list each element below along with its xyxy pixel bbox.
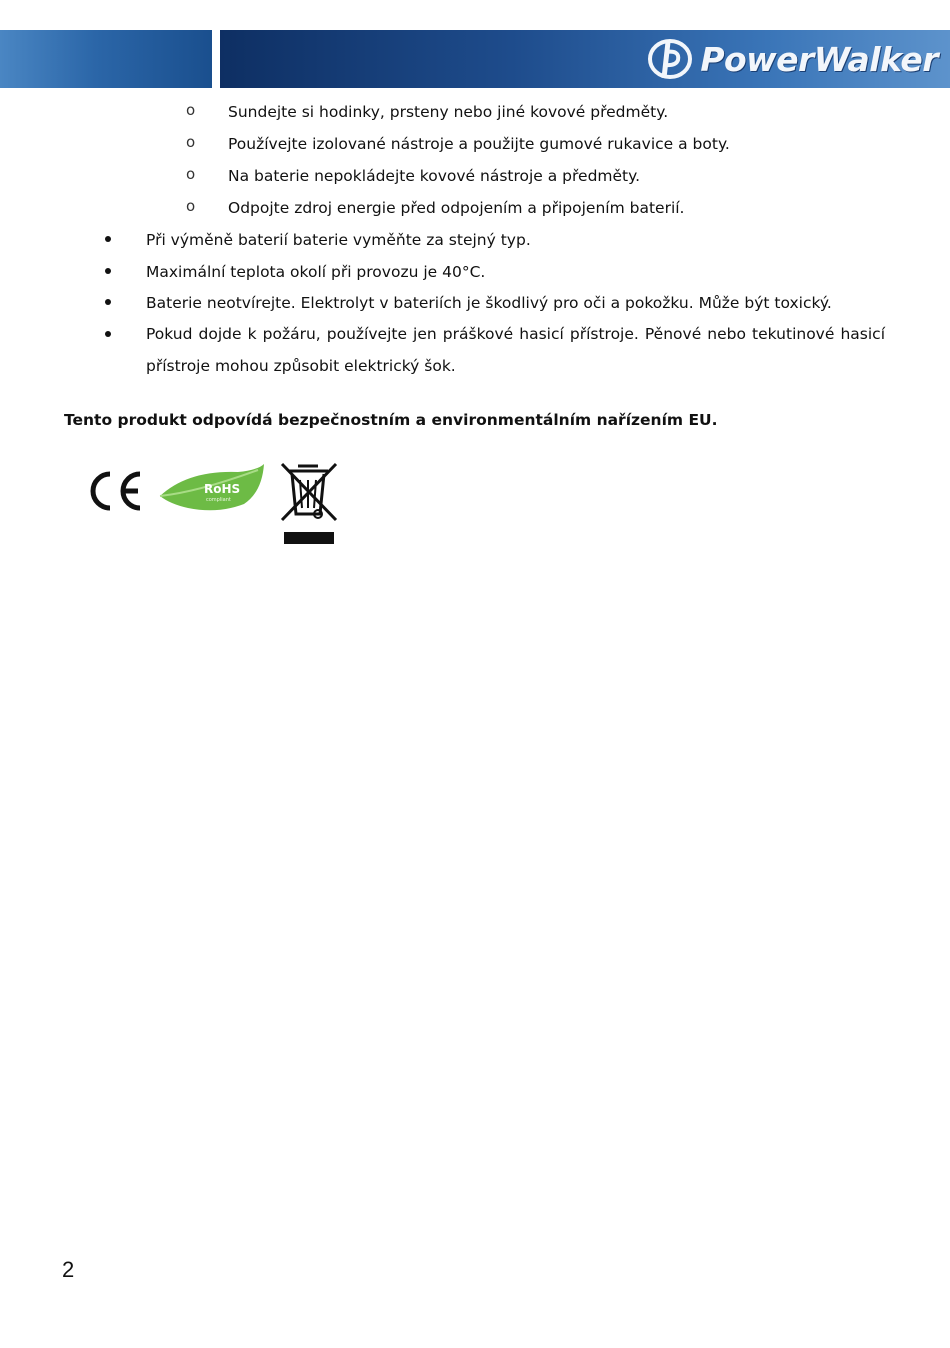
sub-list-item: Sundejte si hodinky, prsteny nebo jiné kovové předměty. [228, 103, 669, 121]
bullet-dot [105, 331, 111, 337]
list-item: Baterie neotvírejte. Elektrolyt v bateriích je škodlivý pro oči a pokožku. Může být toxický. [146, 294, 832, 312]
ce-mark-icon [86, 470, 146, 512]
sub-bullet-marker: o [186, 165, 196, 183]
page-number: 2 [62, 1257, 75, 1282]
rohs-text: RoHS [204, 482, 241, 496]
bullet-dot [105, 236, 111, 242]
sub-list-item: Používejte izolované nástroje a použijte gumové rukavice a boty. [228, 135, 730, 153]
powerwalker-logo-icon [646, 38, 694, 80]
header-band-left [0, 30, 212, 88]
sub-list-item: Na baterie nepokládejte kovové nástroje a předměty. [228, 167, 641, 185]
rohs-subtext: compliant [206, 497, 231, 503]
header-band [0, 30, 950, 88]
powerwalker-logo [646, 36, 938, 82]
list-item-continuation: přístroje mohou způsobit elektrický šok. [146, 357, 456, 375]
sub-bullet-marker: o [186, 133, 196, 151]
list-item: Maximální teplota okolí při provozu je 40°C. [146, 263, 486, 281]
list-item: Pokud dojde k požáru, používejte jen práškové hasicí přístroje. Pěnové nebo tekutinové hasicí [146, 325, 885, 343]
header-band-right [220, 30, 950, 88]
sub-bullet-marker: o [186, 197, 196, 215]
weee-bin-icon [278, 460, 340, 548]
sub-bullet-marker: o [186, 101, 196, 119]
logo-text: PowerWalker [700, 39, 938, 79]
sub-list-item: Odpojte zdroj energie před odpojením a připojením baterií. [228, 199, 685, 217]
list-item: Při výměně baterií baterie vyměňte za stejný typ. [146, 231, 531, 249]
rohs-mark [158, 462, 268, 514]
bullet-dot [105, 268, 111, 274]
bullet-dot [105, 299, 111, 305]
compliance-statement: Tento produkt odpovídá bezpečnostním a environmentálním nařízením EU. [64, 411, 718, 429]
